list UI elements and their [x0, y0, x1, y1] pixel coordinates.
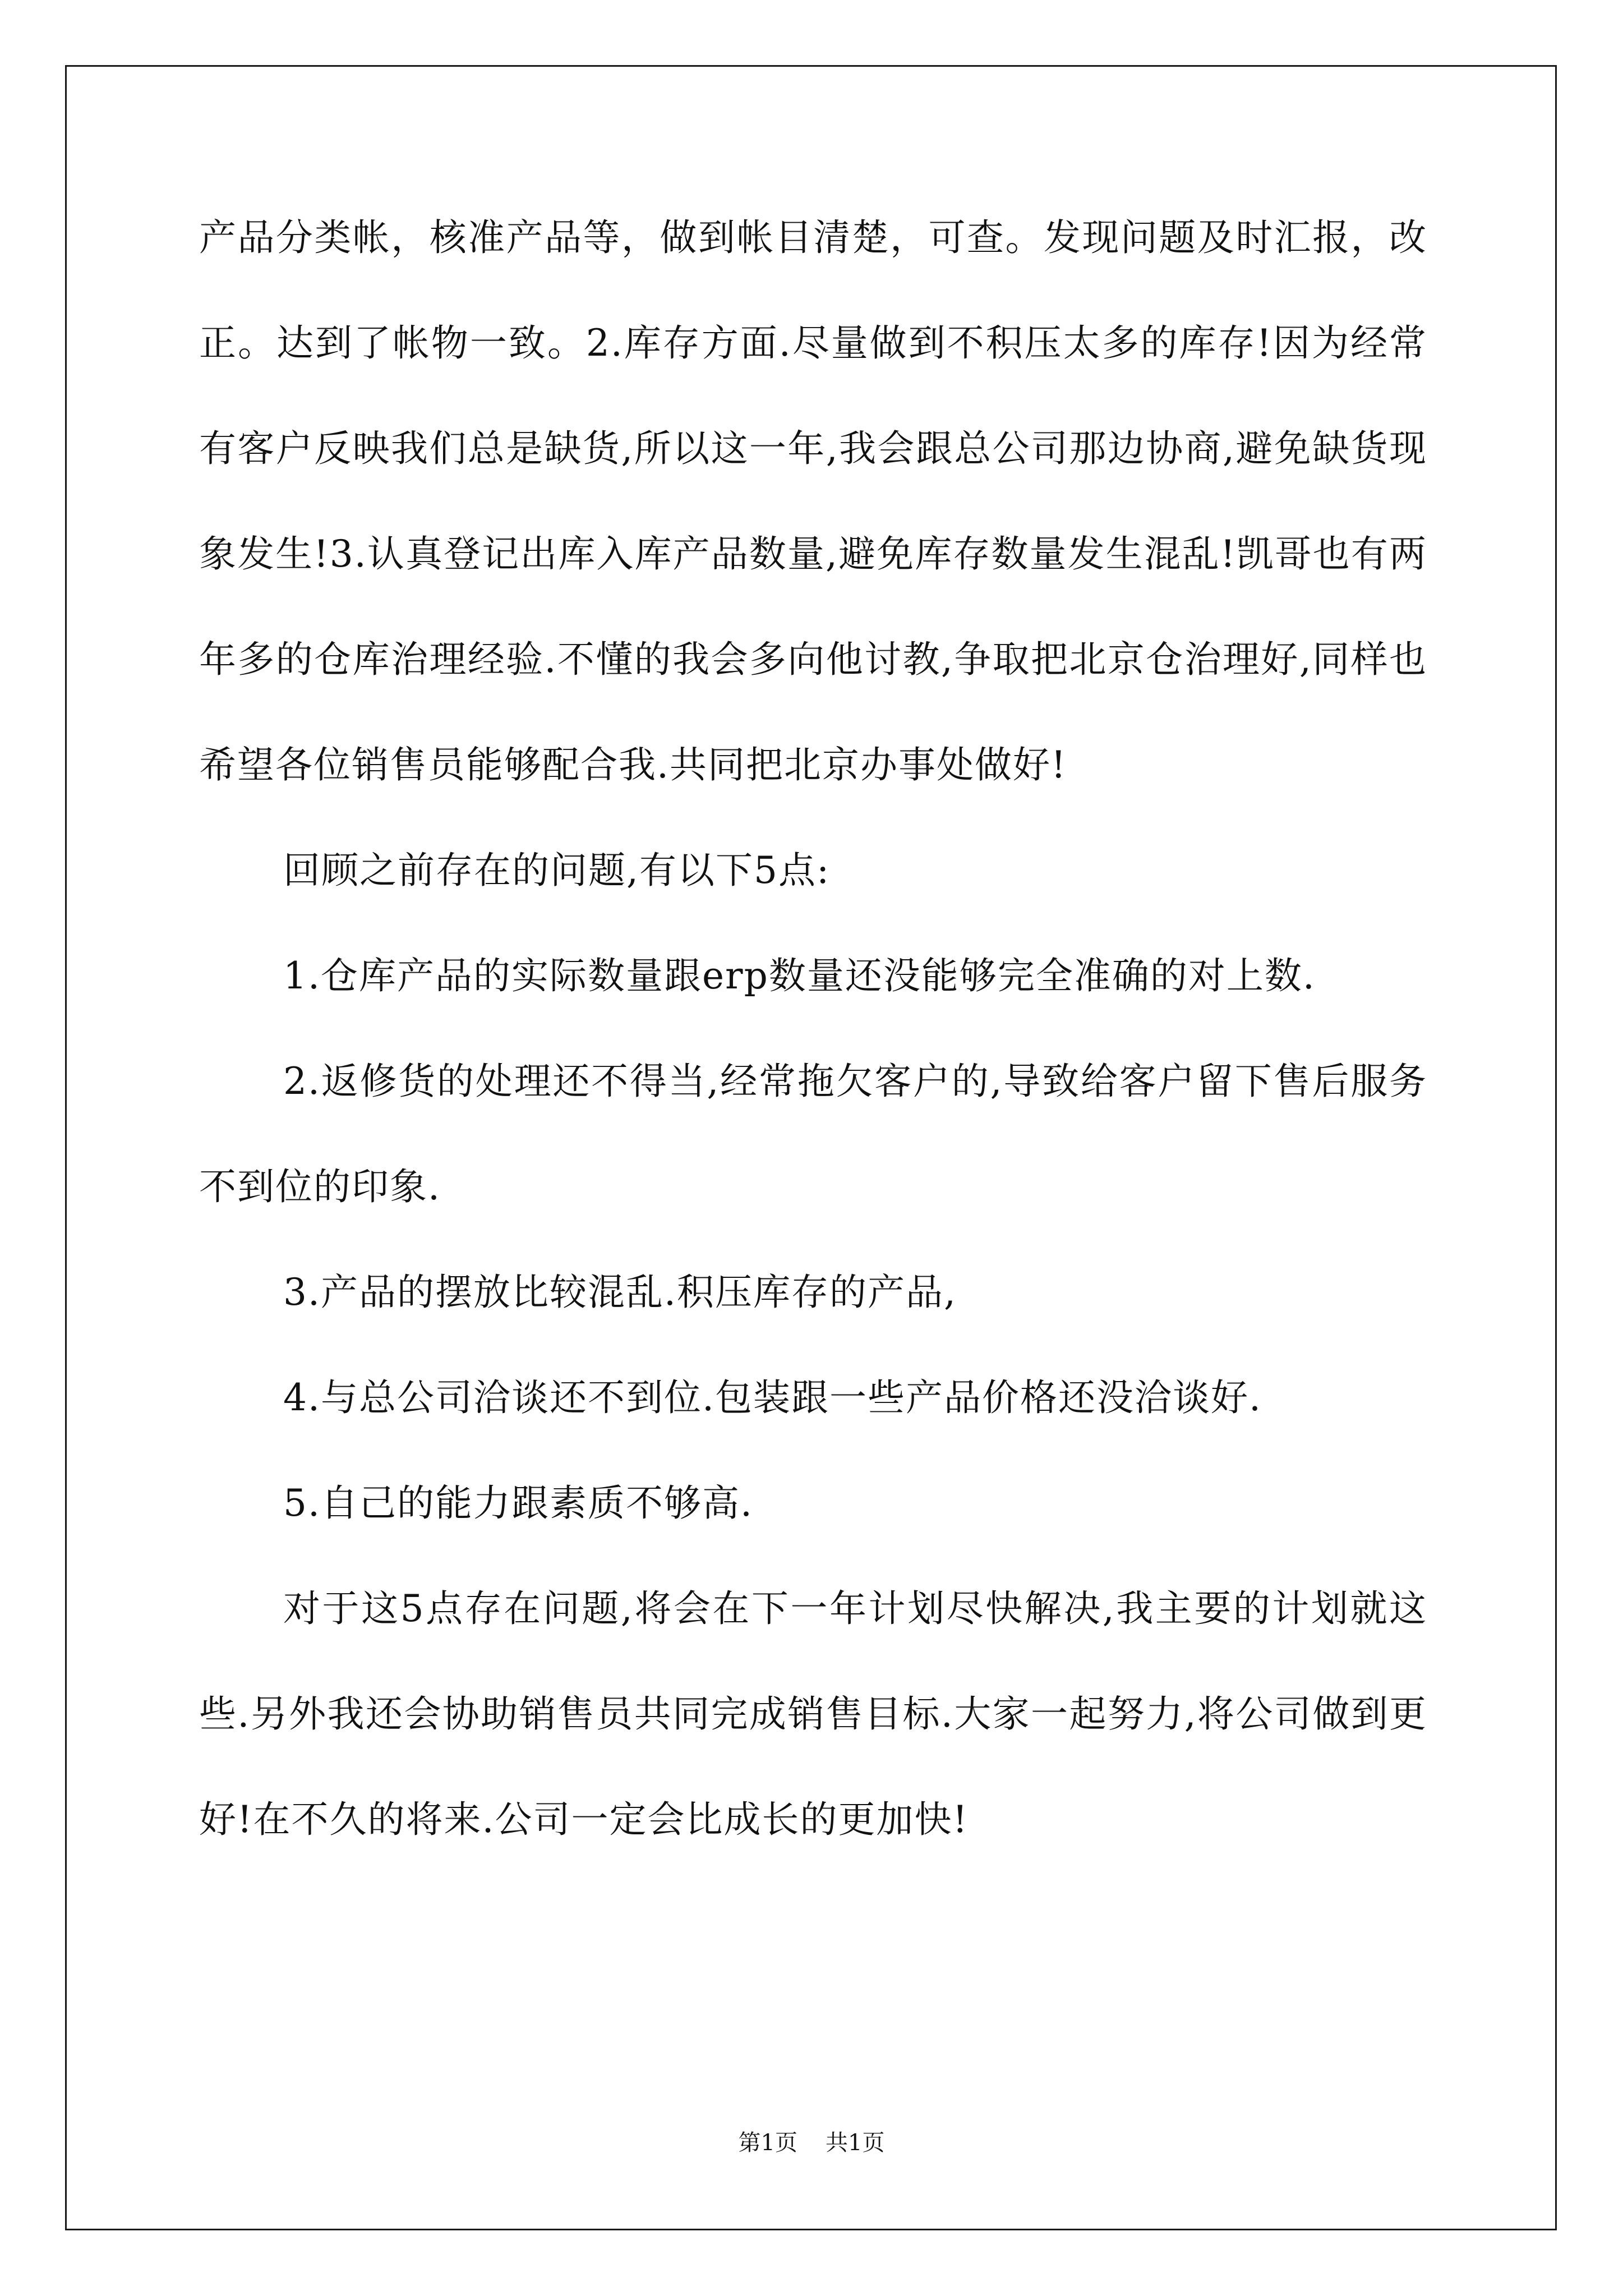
page-footer [0, 2125, 1623, 2157]
paragraph-6: 4.与总公司洽谈还不到位.包装跟一些产品价格还没洽谈好. [283, 1376, 1262, 1419]
paragraph-5: 3.产品的摆放比较混乱.积压库存的产品, [283, 1271, 957, 1314]
paragraph-7: 5.自己的能力跟素质不够高. [283, 1481, 753, 1525]
paragraph-1: 产品分类帐，核准产品等，做到帐目清楚，可查。发现问题及时汇报，改正。达到了帐物一致。2.库存方面.尽量做到不积压太多的库存!因为经常有客户反映我们总是缺货,所以这一年,我会跟总公司那边协商,避免缺货现象发生!3.认真登记出库入库产品数量,避免库存数量发生混乱!凯哥也有两年多的仓库治理经验.不懂的我会多向他讨教,争取把北京仓治理好,同样也希望各位销售员能够配合我.共同把北京办事处做好! [199, 216, 1427, 786]
page-total: 共1页 [826, 2130, 885, 2156]
page-number: 第1页 [738, 2130, 797, 2156]
paragraph-4: 2.返修货的处理还不得当,经常拖欠客户的,导致给客户留下售后服务不到位的印象. [199, 1060, 1427, 1208]
document-body [199, 185, 1427, 1872]
paragraph-8: 对于这5点存在问题,将会在下一年计划尽快解决,我主要的计划就这些.另外我还会协助销售员共同完成销售目标.大家一起努力,将公司做到更好!在不久的将来.公司一定会比成长的更加快! [199, 1587, 1427, 1841]
paragraph-3: 1.仓库产品的实际数量跟erp数量还没能够完全准确的对上数. [283, 954, 1316, 997]
paragraph-2: 回顾之前存在的问题,有以下5点: [283, 849, 831, 892]
